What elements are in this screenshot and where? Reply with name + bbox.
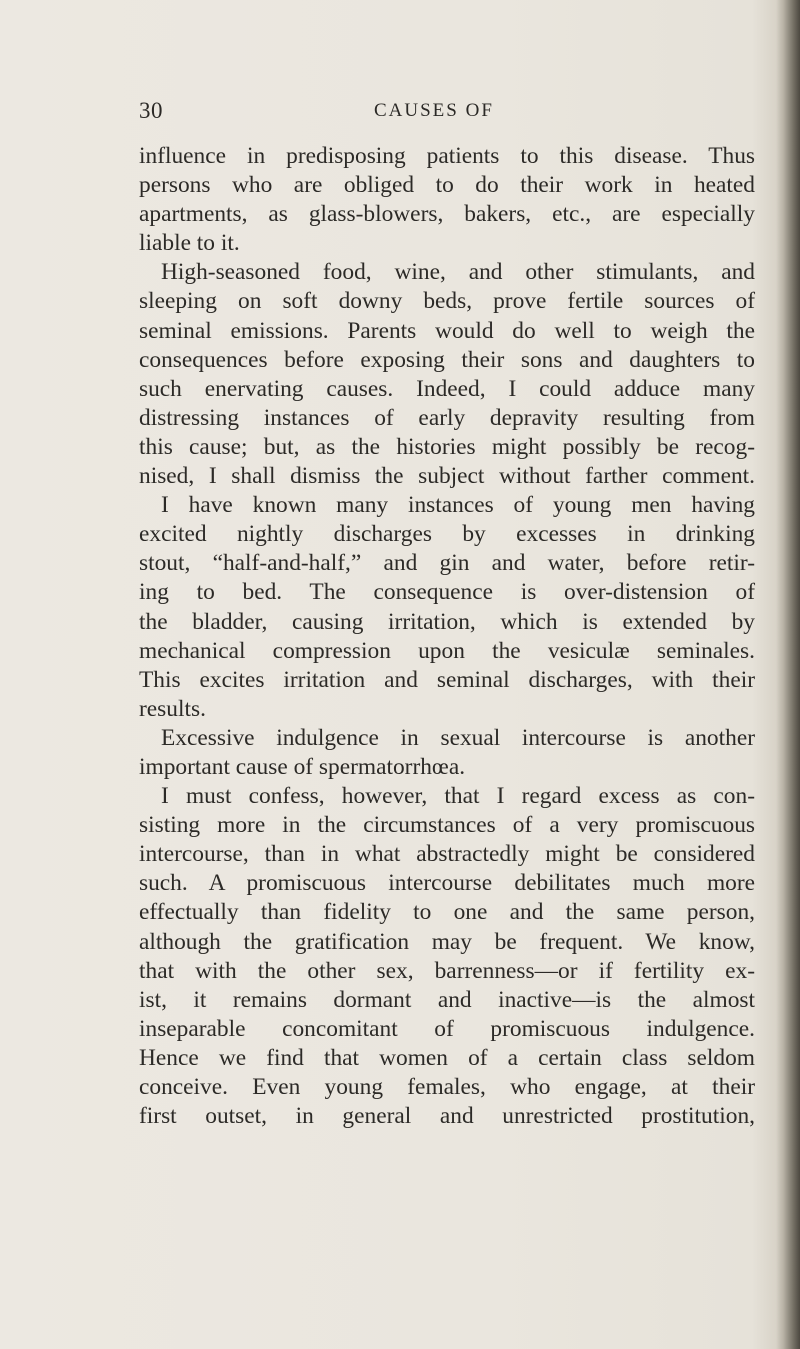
text-line: consequences before exposing their sons and daughters to — [139, 346, 755, 373]
text-line: sisting more in the circumstances of a very promiscuous — [139, 812, 755, 839]
text-line: first outset, in general and unrestricted prostitution, — [139, 1103, 755, 1130]
text-line: apartments, as glass-blowers, bakers, etc., are especially — [139, 201, 755, 228]
text-line: seminal emissions. Parents would do well to weigh the — [139, 317, 755, 344]
text-line: results. — [139, 695, 206, 722]
text-line: ist, it remains dormant and inactive—is the almost — [139, 986, 755, 1013]
text-line: that with the other sex, barrenness—or if fertility ex- — [139, 957, 755, 984]
text-line: intercourse, than in what abstractedly might be considered — [139, 841, 755, 868]
text-line: excited nightly discharges by excesses in drinking — [139, 521, 755, 548]
page-binding-shadow — [776, 0, 800, 1349]
text-line: I must confess, however, that I regard excess as con- — [161, 783, 755, 810]
text-line: This excites irritation and seminal discharges, with their — [139, 666, 755, 693]
text-line: important cause of spermatorrhœa. — [139, 753, 466, 780]
text-line: Excessive indulgence in sexual intercourse is another — [161, 724, 755, 751]
text-line: nised, I shall dismiss the subject without farther comment. — [139, 463, 755, 490]
text-line: this cause; but, as the histories might possibly be recog- — [139, 433, 755, 460]
text-line: sleeping on soft downy beds, prove fertile sources of — [139, 288, 755, 315]
text-line: mechanical compression upon the vesiculæ seminales. — [139, 637, 755, 664]
text-line: inseparable concomitant of promiscuous indulgence. — [139, 1015, 755, 1042]
text-line: the bladder, causing irritation, which is extended by — [139, 608, 755, 635]
text-line: although the gratification may be frequent. We know, — [139, 928, 755, 955]
page-header — [139, 98, 749, 128]
text-line: High-seasoned food, wine, and other stimulants, and — [161, 259, 755, 286]
text-line: such enervating causes. Indeed, I could adduce many — [139, 375, 755, 402]
text-line: ing to bed. The consequence is over-distension of — [139, 579, 755, 606]
text-line: liable to it. — [139, 230, 240, 257]
text-line: Hence we find that women of a certain class seldom — [139, 1044, 755, 1071]
text-line: influence in predisposing patients to this disease. Thus — [139, 143, 755, 169]
text-line: stout, “half-and-half,” and gin and water, before retir- — [139, 550, 755, 577]
running-head: CAUSES OF — [374, 100, 494, 121]
text-line: such. A promiscuous intercourse debilitates much more — [139, 870, 755, 897]
text-line: conceive. Even young females, who engage, at their — [139, 1074, 755, 1100]
text-line: distressing instances of early depravity resulting from — [139, 404, 755, 431]
text-line: I have known many instances of young men having — [161, 492, 755, 519]
page-number: 30 — [139, 98, 163, 123]
text-line: effectually than fidelity to one and the same person, — [139, 899, 755, 926]
body-text — [139, 142, 755, 1131]
text-line: persons who are obliged to do their work in heated — [139, 172, 755, 199]
